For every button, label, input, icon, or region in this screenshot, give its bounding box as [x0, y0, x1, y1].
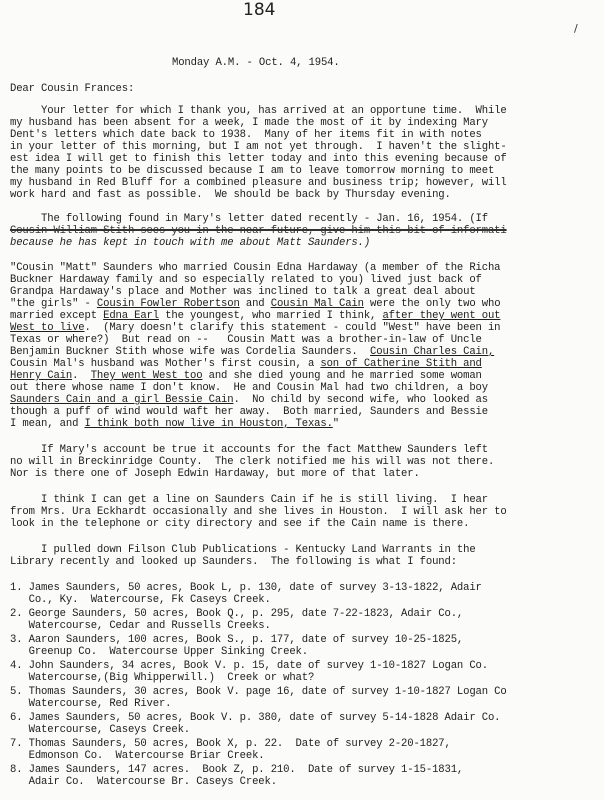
- p3-line-1: If Mary's account be true it accounts for the fact Matthew Saunders left: [10, 444, 488, 456]
- p1-line-7: my husband in Red Bluff for a combined pleasure and business trip; however, will: [10, 177, 507, 189]
- p4-line-3: look in the telephone or city directory and see if the Cain name is there.: [10, 518, 470, 530]
- p1-line-4: in your letter of this morning, but I am not yet through. I haven't the slight-: [10, 141, 507, 153]
- list-item-5: 5. Thomas Saunders, 30 acres, Book V. page 16, date of survey 1-10-1827 Logan Co: [10, 686, 507, 698]
- p4-line-2: from Mrs. Ura Eckhardt occasionally and she lives in Houston. I will ask her to: [10, 506, 507, 518]
- quote-text: Cousin Mal's husband was Mother's first cousin, a: [10, 358, 321, 370]
- quote-line-7: Texas or where?) But read on -- Cousin Matt was a brother-in-law of Uncle: [10, 334, 482, 346]
- quote-line-12: [10, 394, 488, 406]
- p2-line-1: The following found in Mary's letter dated recently - Jan. 16, 1954. (If: [10, 213, 488, 225]
- quote-line-8: [10, 346, 494, 358]
- quote-line-11: out there whose name I don't know. He and Cousin Mal had two children, a boy: [10, 382, 488, 394]
- page-number: 184: [243, 0, 276, 20]
- list-item-1: 1. James Saunders, 50 acres, Book L, p. 130, date of survey 3-13-1822, Adair: [10, 582, 482, 594]
- corner-mark: /: [574, 22, 578, 35]
- list-item-4: 4. John Saunders, 34 acres, Book V. p. 15, date of survey 1-10-1827 Logan Co.: [10, 660, 488, 672]
- quote-text: married except: [10, 310, 104, 322]
- list-item-7-cont: Edmonson Co. Watercourse Briar Creek.: [10, 750, 265, 762]
- p1-line-5: est idea I will get to finish this letter today and into this evening because of: [10, 153, 507, 165]
- list-item-2-cont: Watercourse, Cedar and Russells Creeks.: [10, 620, 271, 632]
- underlined-phrase: I think both now live in Houston, Texas.: [84, 418, 333, 430]
- p2-line-3: because he has kept in touch with me about Matt Saunders.): [10, 237, 371, 249]
- underlined-phrase: son of Catherine Stith and: [320, 358, 482, 370]
- p1-line-6: the many points to be discussed because I am to leave tomorrow morning to meet: [10, 165, 495, 177]
- quote-line-13: though a puff of wind would waft her away. Both married, Saunders and Bessie: [10, 406, 488, 418]
- list-item-3-cont: Greenup Co. Watercourse Upper Sinking Creek.: [10, 646, 308, 658]
- p1-line-8: work hard and fast as possible. We should be back by Thursday evening.: [10, 189, 451, 201]
- p5-line-2: Library recently and looked up Saunders. The following is what I found:: [10, 556, 457, 568]
- list-item-1-cont: Co., Ky. Watercourse, Fk Caseys Creek.: [10, 594, 271, 606]
- quote-text: were the only two who: [363, 298, 501, 310]
- list-item-4-cont: Watercourse,(Big Whipperwill.) Creek or what?: [10, 672, 315, 684]
- p1-line-3: Dent's letters which date back to 1938. Many of her items fit in with notes: [10, 129, 482, 141]
- p4-line-1: I think I can get a line on Saunders Cain if he is still living. I hear: [10, 494, 488, 506]
- p3-line-3: Nor is there one of Joseph Edwin Hardaway, but more of that later.: [10, 468, 420, 480]
- quote-text: ": [332, 418, 340, 430]
- underlined-phrase: Saunders Cain and a girl Bessie Cain: [10, 394, 234, 406]
- p5-line-1: I pulled down Filson Club Publications - Kentucky Land Warrants in the: [10, 544, 476, 556]
- list-item-6: 6. James Saunders, 50 acres, Book V. p. 380, date of survey 5-14-1828 Adair Co.: [10, 712, 501, 724]
- quote-line-1: "Cousin "Matt" Saunders who married Cousin Edna Hardaway (a member of the Richa: [10, 262, 501, 274]
- list-item-2: 2. George Saunders, 50 acres, Book Q., p. 295, date 7-22-1823, Adair Co.,: [10, 608, 464, 620]
- quote-line-14: [10, 418, 339, 430]
- list-item-7: 7. Thomas Saunders, 50 acres, Book X, p. 22. Date of survey 2-20-1827,: [10, 738, 451, 750]
- quote-text: .: [72, 370, 91, 382]
- dateline: Monday A.M. - Oct. 4, 1954.: [172, 57, 340, 69]
- list-item-3: 3. Aaron Saunders, 100 acres, Book S., p. 177, date of survey 10-25-1825,: [10, 634, 464, 646]
- quote-text: . (Mary doesn't clarify this statement - could "West" have been in: [84, 322, 501, 334]
- quote-line-5: [10, 310, 500, 322]
- quote-text: and: [239, 298, 271, 310]
- underlined-phrase: They went West too: [90, 370, 203, 382]
- underlined-phrase: West to live: [10, 322, 85, 334]
- quote-text: I mean, and: [10, 418, 85, 430]
- quote-text: the youngest, who married I think,: [158, 310, 383, 322]
- underlined-name: Cousin Fowler Robertson: [96, 298, 240, 310]
- list-item-8: 8. James Saunders, 147 acres. Book Z, p. 210. Date of survey 1-15-1831,: [10, 764, 464, 776]
- underlined-phrase: after they went out: [382, 310, 501, 322]
- quote-line-4: [10, 298, 500, 310]
- quote-text: . No child by second wife, who looked as: [233, 394, 488, 406]
- list-item-8-cont: Adair Co. Watercourse Br. Caseys Creek.: [10, 776, 277, 788]
- quote-line-2: Buckner Hardaway family and so especially related to you) lived just back of: [10, 274, 482, 286]
- p3-line-2: no will in Breckinridge County. The clerk notified me his will was not there.: [10, 456, 495, 468]
- quote-text: "the girls" -: [10, 298, 97, 310]
- quote-line-6: [10, 322, 500, 334]
- quote-text: and she died young and he married some woman: [202, 370, 482, 382]
- list-item-5-cont: Watercourse, Red River.: [10, 698, 172, 710]
- list-item-6-cont: Watercourse, Caseys Creek.: [10, 724, 191, 736]
- underlined-name: Henry Cain: [10, 370, 73, 382]
- quote-line-3: Grandpa Hardaway's place and Mother was inclined to talk a great deal about: [10, 286, 476, 298]
- p1-line-1: Your letter for which I thank you, has arrived at an opportune time. While: [10, 105, 507, 117]
- quote-line-10: [10, 370, 482, 382]
- quote-line-9: [10, 358, 482, 370]
- salutation: Dear Cousin Frances:: [10, 83, 135, 95]
- p2-line-2-struck: Cousin William Stith sees you in the near future, give him this bit of informati: [10, 225, 507, 237]
- p1-line-2: my husband has been absent for a week, I made the most of it by indexing Mary: [10, 117, 488, 129]
- underlined-name: Cousin Charles Cain,: [370, 346, 495, 358]
- underlined-name: Edna Earl: [103, 310, 159, 322]
- underlined-name: Cousin Mal Cain: [270, 298, 364, 310]
- quote-text: Benjamin Buckner Stith whose wife was Cordelia Saunders.: [10, 346, 371, 358]
